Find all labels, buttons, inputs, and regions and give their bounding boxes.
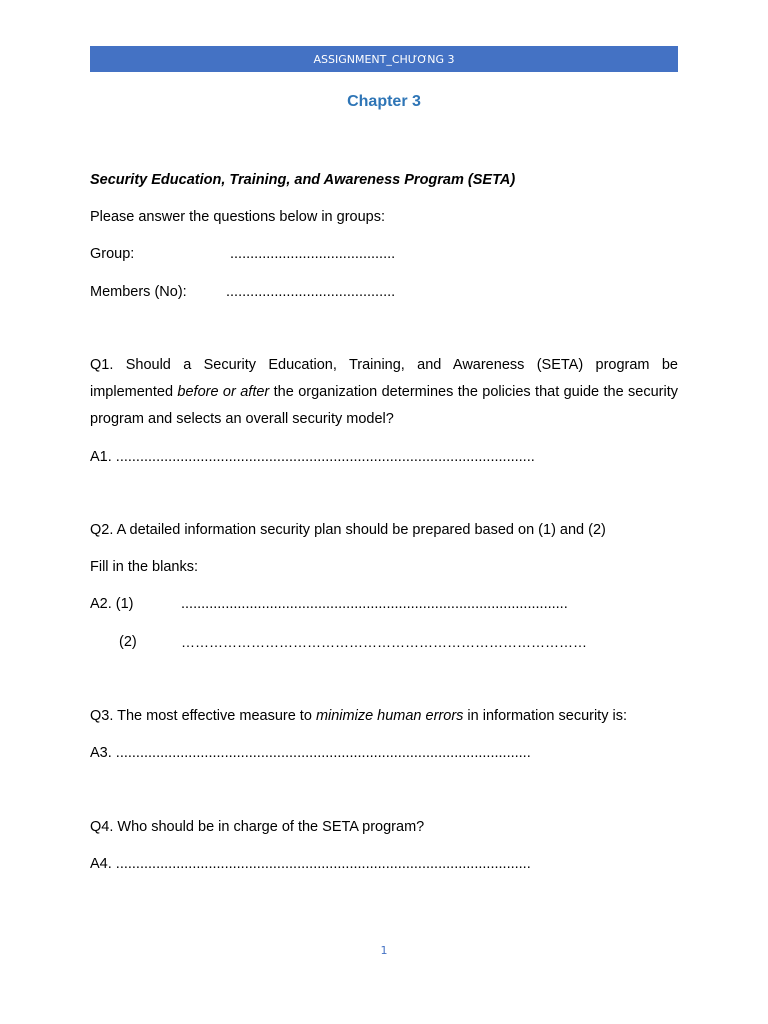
members-label: Members (No):: [90, 284, 187, 300]
answer-1-line: A1. ........................................................................................................: [90, 449, 535, 465]
answer-2-label-2: (2): [119, 634, 137, 650]
instruction-text: Please answer the questions below in groups:: [90, 209, 386, 225]
chapter-title: Chapter 3: [347, 93, 421, 110]
members-answer-dots: ..........................................: [226, 284, 396, 300]
page-number: 1: [380, 944, 388, 957]
fill-blanks-instruction: Fill in the blanks:: [90, 559, 198, 575]
answer-4-line: A4. .......................................................................................................: [90, 856, 531, 872]
q1-emphasis: before or after: [177, 384, 270, 400]
question-2: Q2. A detailed information security plan should be prepared based on (1) and (2): [90, 522, 606, 538]
seta-heading: Security Education, Training, and Awareness Program (SETA): [90, 172, 516, 188]
header-text: ASSIGNMENT_CHƯƠNG 3: [313, 52, 455, 66]
q3-emphasis: minimize human errors: [315, 708, 464, 724]
q1-text-part1: Q1. Should a Security Education, Training, and Awareness (SETA) program be implemented: [90, 357, 678, 400]
q3-text-part1: Q3. The most effective measure to: [90, 708, 316, 724]
question-3: [90, 708, 627, 725]
question-4: Q4. Who should be in charge of the SETA program?: [90, 819, 425, 835]
question-1: [90, 352, 678, 433]
document-header-bar: [90, 46, 678, 72]
q3-text-part2: in information security is:: [463, 708, 627, 724]
group-answer-dots: .........................................: [230, 246, 396, 262]
q1-text-part2: the organization determines the policies that guide the security program and selects an overall security model?: [90, 384, 679, 427]
group-label: Group:: [90, 246, 135, 262]
answer-2-dots-2: ……………………………………………………………………………: [181, 634, 587, 650]
answer-3-line: A3. .......................................................................................................: [90, 745, 531, 761]
answer-2-dots-1: ................................................................................................: [181, 596, 568, 612]
answer-2-label-1: A2. (1): [90, 596, 134, 612]
